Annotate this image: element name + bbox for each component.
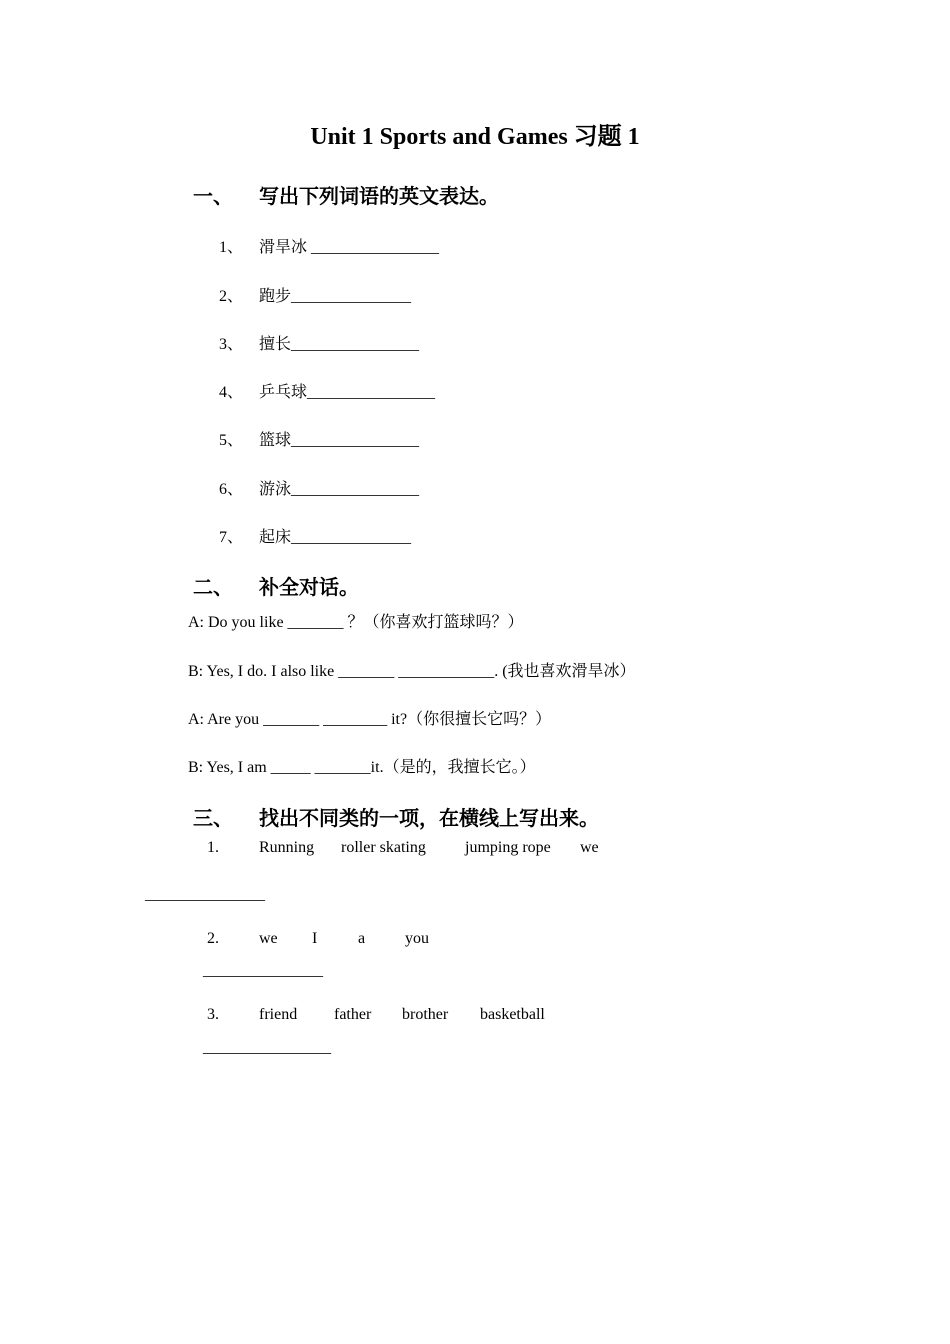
section-2-title: 补全对话。 <box>259 575 359 599</box>
list-item: 3、 擅长________________ <box>219 336 420 353</box>
list-item: 7、 起床_______________ <box>219 529 412 546</box>
list-item: 4、 乒乓球________________ <box>219 384 436 401</box>
dialogue-line: B: Yes, I do. I also like _______ ____________. (我也喜欢滑旱冰） <box>188 663 636 680</box>
list-item: 6、 游泳________________ <box>219 481 420 498</box>
page-title: Unit 1 Sports and Games 习题 1 <box>310 124 640 150</box>
option-word: friend <box>259 1006 298 1023</box>
answer-blank: _______________ <box>145 886 265 903</box>
question-number: 3. <box>207 1006 219 1023</box>
list-item: 5、 篮球________________ <box>219 432 420 449</box>
list-item: 2、 跑步_______________ <box>219 288 412 305</box>
question-number: 1. <box>207 839 219 856</box>
option-word: we <box>259 930 278 947</box>
option-word: a <box>358 930 366 947</box>
dialogue-line: B: Yes, I am _____ _______it.（是的，我擅长它。） <box>188 759 536 776</box>
answer-blank: _______________ <box>203 962 323 979</box>
section-2-number: 二、 <box>193 575 233 599</box>
section-3-title: 找出不同类的一项，在横线上写出来。 <box>259 806 599 830</box>
question-number: 2. <box>207 930 219 947</box>
option-word: Running <box>259 839 315 856</box>
option-word: we <box>580 839 599 856</box>
section-2-heading <box>193 571 359 600</box>
section-1-title: 写出下列词语的英文表达。 <box>259 184 499 208</box>
option-word: father <box>334 1006 372 1023</box>
section-1-heading <box>193 180 499 209</box>
section-1-number: 一、 <box>193 184 233 208</box>
list-item: 1、 滑旱冰 ________________ <box>219 239 440 256</box>
option-word: I <box>312 930 318 947</box>
dialogue-line: A: Do you like _______ ？（你喜欢打篮球吗？） <box>188 614 524 631</box>
dialogue-line: A: Are you _______ ________ it?（你很擅长它吗？） <box>188 711 552 728</box>
option-word: roller skating <box>341 839 426 856</box>
answer-blank: ________________ <box>203 1039 331 1056</box>
option-word: brother <box>402 1006 449 1023</box>
option-word: jumping rope <box>465 839 551 856</box>
option-word: you <box>405 930 429 947</box>
section-3-number: 三、 <box>193 806 233 830</box>
section-3-heading <box>193 802 599 831</box>
option-word: basketball <box>480 1006 545 1023</box>
